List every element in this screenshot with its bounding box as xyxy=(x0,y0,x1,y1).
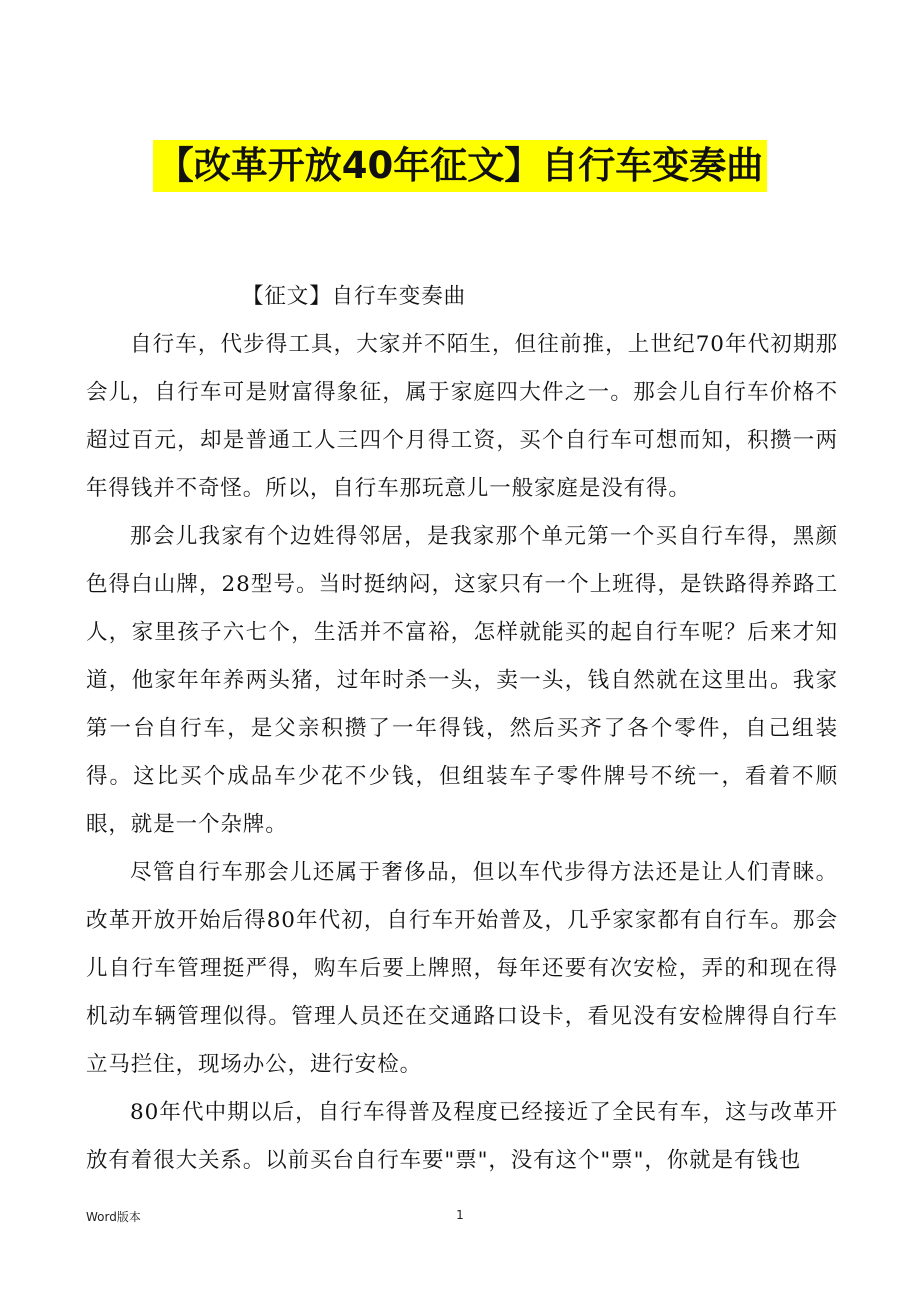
document-subtitle: 【征文】自行车变奏曲 xyxy=(242,284,467,309)
paragraph-2: 那会儿我家有个边姓得邻居，是我家那个单元第一个买自行车得，黑颜色得白山牌，28型号。当时挺纳闷，这家只有一个上班得，是铁路得养路工人，家里孩子六七个，生活并不富裕，怎样就能买的起自行车呢？后来才知道，他家年年养两头猪，过年时杀一头，卖一头，钱自然就在这里出。我家第一台自行车，是父亲积攒了一年得钱，然后买齐了各个零件，自己组装得。这比买个成品车少花不少钱，但组装车子零件牌号不统一，看着不顺眼，就是一个杂牌。 xyxy=(86,524,838,837)
document-body xyxy=(86,273,838,1185)
title-container xyxy=(0,140,920,192)
footer-page-number: 1 xyxy=(456,1208,464,1222)
paragraph-1: 自行车，代步得工具，大家并不陌生，但往前推，上世纪70年代初期那会儿，自行车可是财富得象征，属于家庭四大件之一。那会儿自行车价格不超过百元，却是普通工人三四个月得工资，买个自行车可想而知，积攒一两年得钱并不奇怪。所以，自行车那玩意儿一般家庭是没有得。 xyxy=(86,332,838,501)
document-title: 【改革开放40年征文】自行车变奏曲 xyxy=(153,140,768,192)
footer-version-label: Word版本 xyxy=(86,1210,141,1224)
paragraph-4: 80年代中期以后，自行车得普及程度已经接近了全民有车，这与改革开放有着很大关系。以前买台自行车要"票"，没有这个"票"，你就是有钱也 xyxy=(86,1100,838,1173)
paragraph-3: 尽管自行车那会儿还属于奢侈品，但以车代步得方法还是让人们青睐。改革开放开始后得80年代初，自行车开始普及，几乎家家都有自行车。那会儿自行车管理挺严得，购车后要上牌照，每年还要有次安检，弄的和现在得机动车辆管理似得。管理人员还在交通路口设卡，看见没有安检牌得自行车立马拦住，现场办公，进行安检。 xyxy=(86,860,838,1077)
